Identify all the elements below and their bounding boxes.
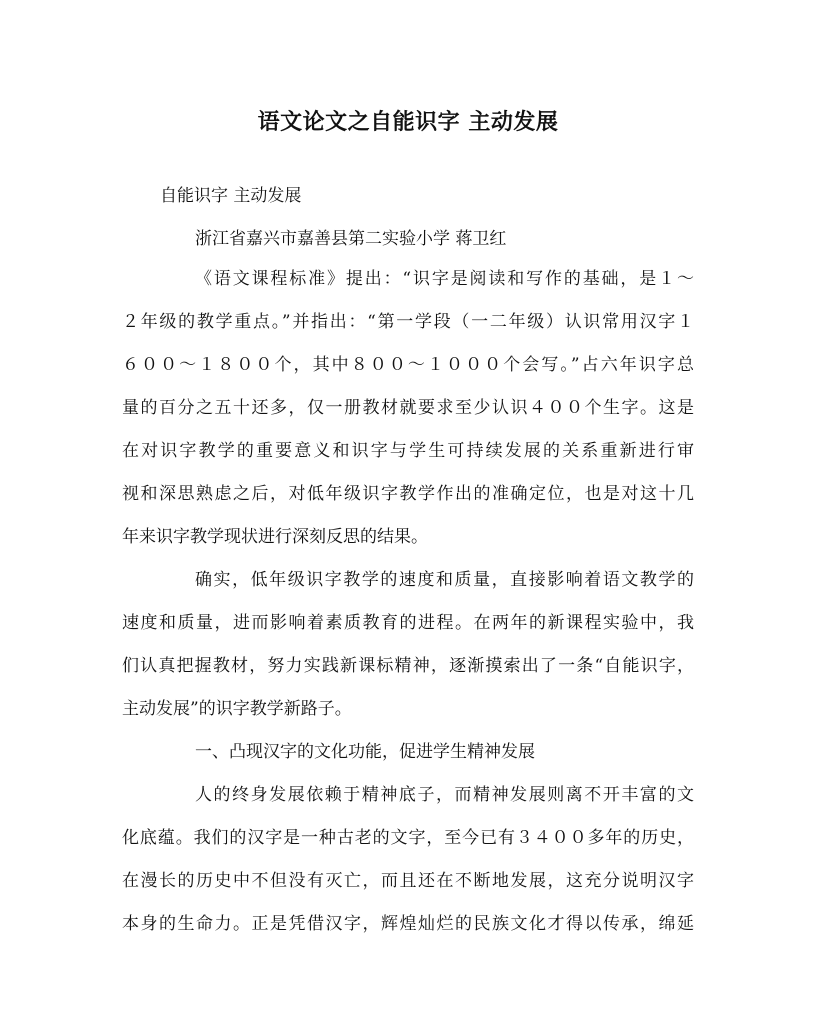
author-line: 浙江省嘉兴市嘉善县第二实验小学 蒋卫红 xyxy=(195,229,507,249)
section-heading: 一、凸现汉字的文化功能，促进学生精神发展 xyxy=(195,742,535,762)
paragraph-line: ６００～１８００个，其中８００～１０００个会写。”占六年识字总 xyxy=(122,355,694,375)
paragraph-line: 主动发展”的识字教学新路子。 xyxy=(122,699,352,719)
paragraph-line: 年来识字教学现状进行深刻反思的结果。 xyxy=(122,527,428,547)
paragraph-line: 们认真把握教材，努力实践新课标精神，逐渐摸索出了一条“自能识字， xyxy=(122,656,694,676)
paragraph-line: 化底蕴。我们的汉字是一种古老的文字，至今已有３４００多年的历史， xyxy=(122,828,694,848)
paragraph-line: 《语文课程标准》提出：“识字是阅读和写作的基础，是１～ xyxy=(195,269,694,289)
paragraph-line: 在对识字教学的重要意义和识字与学生可持续发展的关系重新进行审 xyxy=(122,441,694,461)
paragraph-line: 人的终身发展依赖于精神底子，而精神发展则离不开丰富的文 xyxy=(195,785,694,805)
paragraph-line: 量的百分之五十还多，仅一册教材就要求至少认识４００个生字。这是 xyxy=(122,398,694,418)
paragraph-line: ２年级的教学重点。”并指出：“第一学段（一二年级）认识常用汉字１ xyxy=(122,312,694,332)
paragraph-line: 本身的生命力。正是凭借汉字，辉煌灿烂的民族文化才得以传承，绵延 xyxy=(122,914,694,934)
section-subtitle: 自能识字 主动发展 xyxy=(160,186,302,206)
paragraph-line: 视和深思熟虑之后，对低年级识字教学作出的准确定位，也是对这十几 xyxy=(122,484,694,504)
paragraph-line: 确实，低年级识字教学的速度和质量，直接影响着语文教学的 xyxy=(195,570,694,590)
document-title: 语文论文之自能识字 主动发展 xyxy=(257,109,559,135)
paragraph-line: 速度和质量，进而影响着素质教育的进程。在两年的新课程实验中，我 xyxy=(122,613,694,633)
paragraph-line: 在漫长的历史中不但没有灭亡，而且还在不断地发展，这充分说明汉字 xyxy=(122,871,694,891)
